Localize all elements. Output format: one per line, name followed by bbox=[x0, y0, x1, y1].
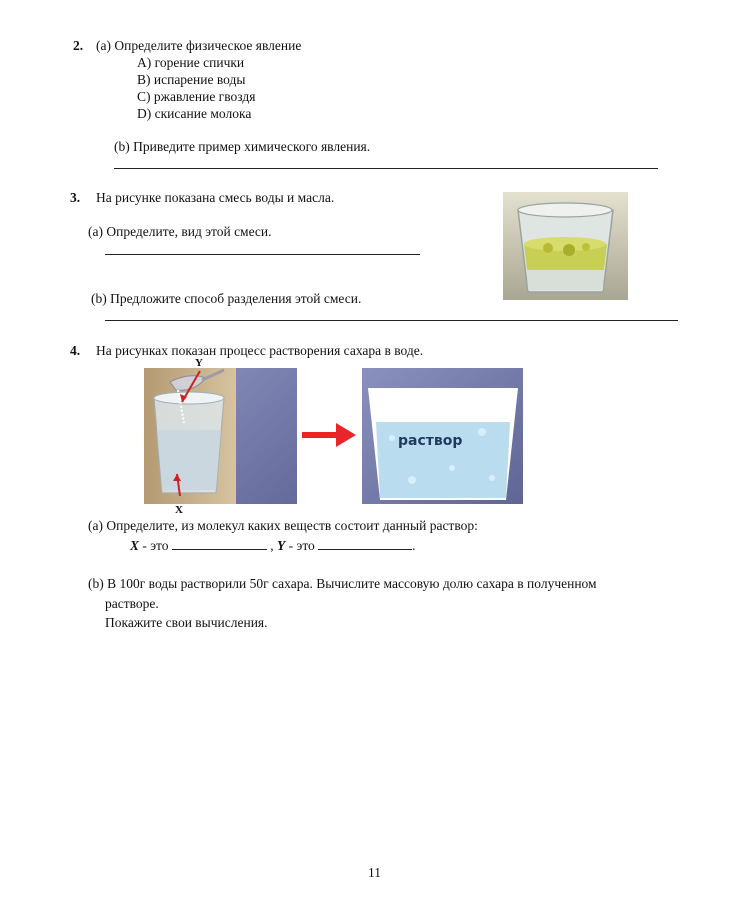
question-4-number: 4. bbox=[70, 343, 81, 358]
question-4a-answers bbox=[130, 538, 416, 554]
y-answer-blank[interactable] bbox=[318, 538, 412, 550]
question-4a-text: (a) Определите, из молекул каких веществ состоит данный раствор: bbox=[88, 518, 478, 533]
y-variable: Y bbox=[277, 538, 286, 553]
option-c: C) ржавление гвоздя bbox=[137, 89, 256, 104]
option-d: D) скисание молока bbox=[137, 106, 252, 121]
end-period: . bbox=[412, 538, 416, 553]
x-text: - это bbox=[139, 538, 172, 553]
question-4-text: На рисунках показан процесс растворения сахара в воде. bbox=[96, 343, 424, 358]
page-number: 11 bbox=[368, 865, 381, 880]
option-b: B) испарение воды bbox=[137, 72, 246, 87]
x-answer-blank[interactable] bbox=[172, 538, 267, 550]
answer-line-2b[interactable] bbox=[114, 168, 658, 169]
question-3-number: 3. bbox=[70, 190, 81, 205]
question-2-number: 2. bbox=[73, 38, 84, 53]
oil-water-beaker-image bbox=[503, 192, 628, 300]
x-variable: X bbox=[130, 538, 140, 553]
question-4b-line-2: растворе. bbox=[105, 596, 159, 611]
figure-label-y: Y bbox=[195, 357, 203, 369]
question-3b-text: (b) Предложите способ разделения этой смеси. bbox=[91, 291, 362, 306]
question-3a-text: (a) Определите, вид этой смеси. bbox=[88, 224, 272, 239]
question-3-text: На рисунке показана смесь воды и масла. bbox=[96, 190, 335, 205]
option-a: A) горение спички bbox=[137, 55, 245, 70]
y-text: - это bbox=[285, 538, 319, 553]
sugar-dissolving-image bbox=[144, 368, 297, 504]
question-2b-text: (b) Приведите пример химического явления. bbox=[114, 139, 371, 154]
question-4b-line-3: Покажите свои вычисления. bbox=[105, 615, 268, 630]
figure-label-x: X bbox=[175, 504, 183, 516]
answer-line-3a[interactable] bbox=[105, 254, 420, 255]
separator: , bbox=[266, 538, 278, 553]
question-4b-line-1: (b) В 100г воды растворили 50г сахара. Вычислите массовую долю сахара в полученном bbox=[88, 576, 597, 591]
solution-label: раствор bbox=[398, 433, 463, 449]
answer-line-3b[interactable] bbox=[105, 320, 678, 321]
arrow-right-icon bbox=[300, 420, 358, 450]
question-2a-text: (a) Определите физическое явление bbox=[96, 38, 302, 53]
